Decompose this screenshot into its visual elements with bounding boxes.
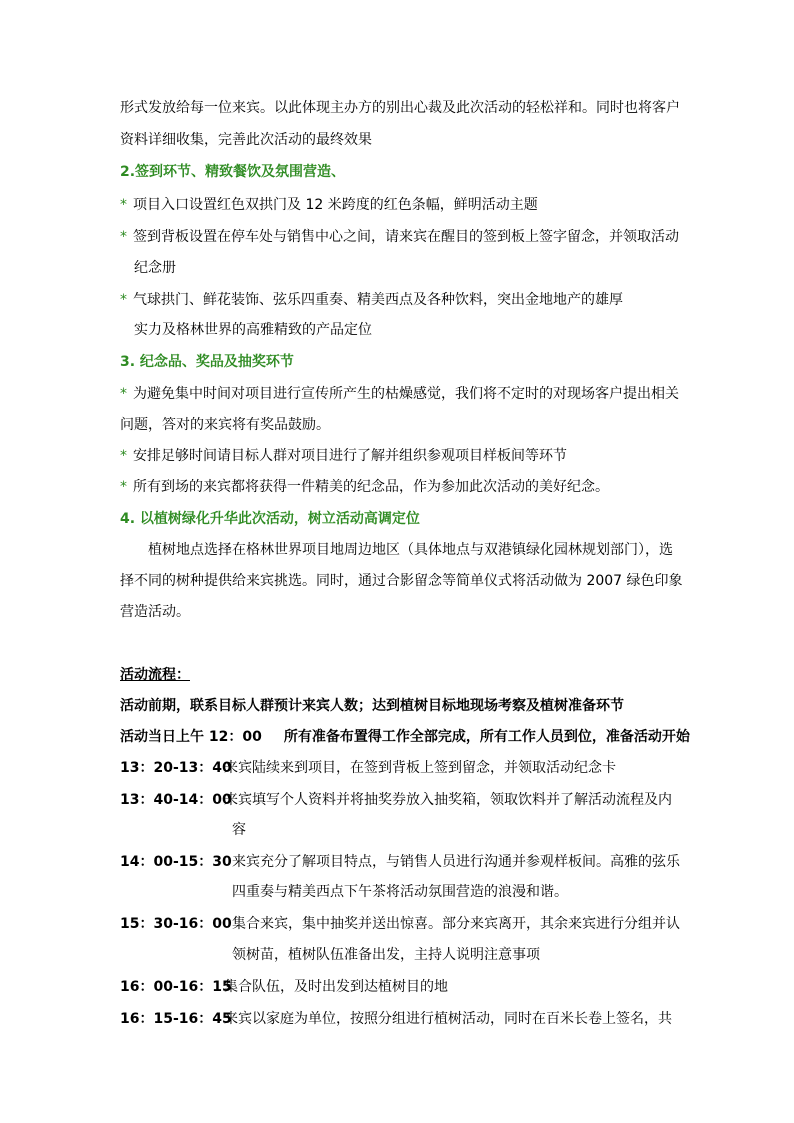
flow-item-5 bbox=[120, 977, 448, 997]
section-4-para-1: 植树地点选择在格林世界项目地周边地区（具体地点与双港镇绿化园林规划部门），选 bbox=[148, 542, 673, 558]
bullet-icon: * bbox=[120, 386, 127, 402]
flow-item-1 bbox=[120, 758, 616, 778]
flow-item-2-cont: 容 bbox=[232, 822, 246, 838]
flow-item-6 bbox=[120, 1009, 672, 1029]
flow-time: 16：15-16：45 bbox=[120, 1011, 232, 1027]
flow-text: 集合队伍，及时出发到达植树目的地 bbox=[224, 979, 448, 995]
section-3-item-1 bbox=[120, 384, 679, 404]
item-text: 气球拱门、鲜花装饰、弦乐四重奏、精美西点及各种饮料，突出金地地产的雄厚 bbox=[133, 292, 623, 308]
section-2-heading: 2.签到环节、精致餐饮及氛围营造、 bbox=[120, 164, 346, 180]
flow-text: 来宾填写个人资料并将抽奖券放入抽奖箱，领取饮料并了解活动流程及内 bbox=[224, 792, 672, 808]
bullet-icon: * bbox=[120, 292, 127, 308]
item-text: 项目入口设置红色双拱门及 12 米跨度的红色条幅，鲜明活动主题 bbox=[133, 197, 538, 213]
section-2-item-2-cont: 纪念册 bbox=[134, 260, 176, 276]
flow-title: 活动流程： bbox=[120, 667, 190, 683]
item-text: 所有到场的来宾都将获得一件精美的纪念品，作为参加此次活动的美好纪念。 bbox=[133, 479, 609, 495]
flow-day-time: 活动当日上午 12：00 bbox=[120, 729, 262, 745]
flow-item-3-cont: 四重奏与精美西点下午茶将活动氛围营造的浪漫和谐。 bbox=[232, 884, 568, 900]
item-text: 签到背板设置在停车处与销售中心之间，请来宾在醒目的签到板上签字留念，并领取活动 bbox=[133, 229, 679, 245]
flow-text: 来宾充分了解项目特点，与销售人员进行沟通并参观样板间。高雅的弦乐 bbox=[232, 854, 680, 870]
flow-item-4 bbox=[120, 914, 680, 934]
flow-text: 集合来宾，集中抽奖并送出惊喜。部分来宾离开，其余来宾进行分组并认 bbox=[232, 916, 680, 932]
section-3-heading: 3. 纪念品、奖品及抽奖环节 bbox=[120, 354, 294, 370]
section-3-item-1-cont: 问题，答对的来宾将有奖品鼓励。 bbox=[120, 417, 330, 433]
flow-time: 13：40-14：00 bbox=[120, 792, 232, 808]
flow-text: 来宾陆续来到项目，在签到背板上签到留念，并领取活动纪念卡 bbox=[224, 760, 616, 776]
section-2-item-1 bbox=[120, 195, 538, 215]
flow-item-4-cont: 领树苗，植树队伍准备出发，主持人说明注意事项 bbox=[232, 947, 540, 963]
bullet-icon: * bbox=[120, 448, 127, 464]
intro-line-1: 形式发放给每一位来宾。以此体现主办方的别出心裁及此次活动的轻松祥和。同时也将客户 bbox=[120, 100, 680, 116]
bullet-icon: * bbox=[120, 229, 127, 245]
section-2-item-3 bbox=[120, 290, 623, 310]
flow-item-2 bbox=[120, 790, 672, 810]
intro-line-2: 资料详细收集，完善此次活动的最终效果 bbox=[120, 132, 372, 148]
flow-time: 14：00-15：30 bbox=[120, 854, 232, 870]
flow-time: 13：20-13：40 bbox=[120, 760, 232, 776]
section-3-item-2 bbox=[120, 446, 567, 466]
item-text: 为避免集中时间对项目进行宣传所产生的枯燥感觉，我们将不定时的对现场客户提出相关 bbox=[133, 386, 679, 402]
section-3-item-3 bbox=[120, 477, 609, 497]
section-4-heading: 4. 以植树绿化升华此次活动，树立活动高调定位 bbox=[120, 511, 420, 527]
section-4-para-2: 择不同的树种提供给来宾挑选。同时，通过合影留念等简单仪式将活动做为 2007 绿色印象 bbox=[120, 573, 683, 589]
bullet-icon: * bbox=[120, 479, 127, 495]
flow-day-text: 所有准备布置得工作全部完成，所有工作人员到位，准备活动开始 bbox=[283, 729, 690, 745]
bullet-icon: * bbox=[120, 197, 127, 213]
section-2-item-3-cont: 实力及格林世界的高雅精致的产品定位 bbox=[134, 322, 372, 338]
flow-day-start bbox=[120, 727, 690, 747]
item-text: 安排足够时间请目标人群对项目进行了解并组织参观项目样板间等环节 bbox=[133, 448, 567, 464]
section-4-para-3: 营造活动。 bbox=[120, 604, 190, 620]
flow-pre: 活动前期，联系目标人群预计来宾人数；达到植树目标地现场考察及植树准备环节 bbox=[120, 698, 624, 714]
section-2-item-2 bbox=[120, 227, 679, 247]
flow-time: 16：00-16：15 bbox=[120, 979, 232, 995]
flow-time: 15：30-16：00 bbox=[120, 916, 232, 932]
flow-item-3 bbox=[120, 852, 680, 872]
flow-text: 来宾以家庭为单位，按照分组进行植树活动，同时在百米长卷上签名，共 bbox=[224, 1011, 672, 1027]
